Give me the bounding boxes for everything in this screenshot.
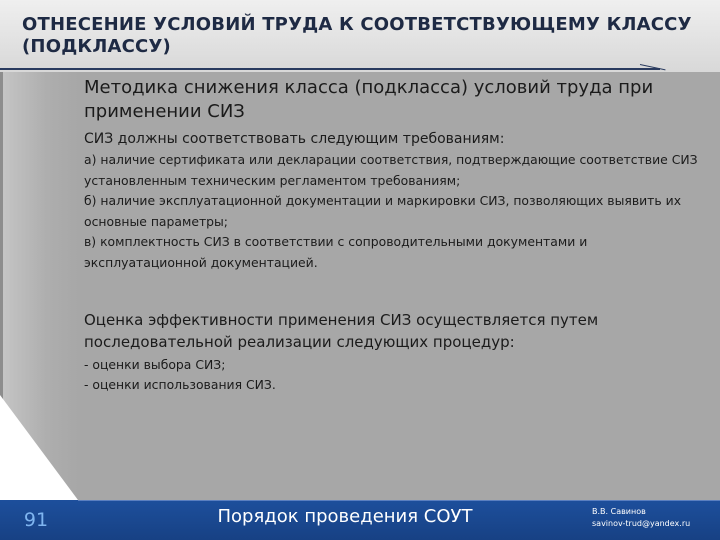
slide-content xyxy=(84,76,708,395)
requirements-lead: СИЗ должны соответствовать следующим требованиям: xyxy=(84,131,505,147)
procedure-item-usage: - оценки использования СИЗ. xyxy=(84,377,276,392)
procedure-item-selection: - оценки выбора СИЗ; xyxy=(84,357,226,372)
author-block xyxy=(592,506,718,530)
requirement-item-c: в) комплектность СИЗ в соответствии с сопроводительными документами и эксплуатационной документацией. xyxy=(84,234,588,270)
requirement-item-b: б) наличие эксплуатационной документации и маркировки СИЗ, позволяющих выявить их основные параметры; xyxy=(84,193,682,229)
requirement-item-a: а) наличие сертификата или декларации соответствия, подтверждающие соответствие СИЗ установленным техническим регламентом требованиям; xyxy=(84,152,698,188)
page-number: 91 xyxy=(23,509,49,531)
footer-divider xyxy=(78,500,720,501)
author-email: savinov-trud@yandex.ru xyxy=(592,519,691,528)
title-underline xyxy=(0,68,660,70)
slide-title: ОТНЕСЕНИЕ УСЛОВИЙ ТРУДА К СООТВЕТСТВУЮЩЕМУ КЛАССУ (ПОДКЛАССУ) xyxy=(22,14,692,57)
corner-triangle-decoration xyxy=(0,395,78,500)
requirements-list xyxy=(84,150,708,273)
footer-title: Порядок проведения СОУТ xyxy=(217,506,473,527)
procedures-list xyxy=(84,355,708,395)
slide-subtitle: Методика снижения класса (подкласса) условий труда при применении СИЗ xyxy=(84,77,654,122)
author-name: В.В. Савинов xyxy=(592,507,646,516)
assessment-lead: Оценка эффективности применения СИЗ осуществляется путем последовательной реализации следующих процедур: xyxy=(84,311,599,351)
